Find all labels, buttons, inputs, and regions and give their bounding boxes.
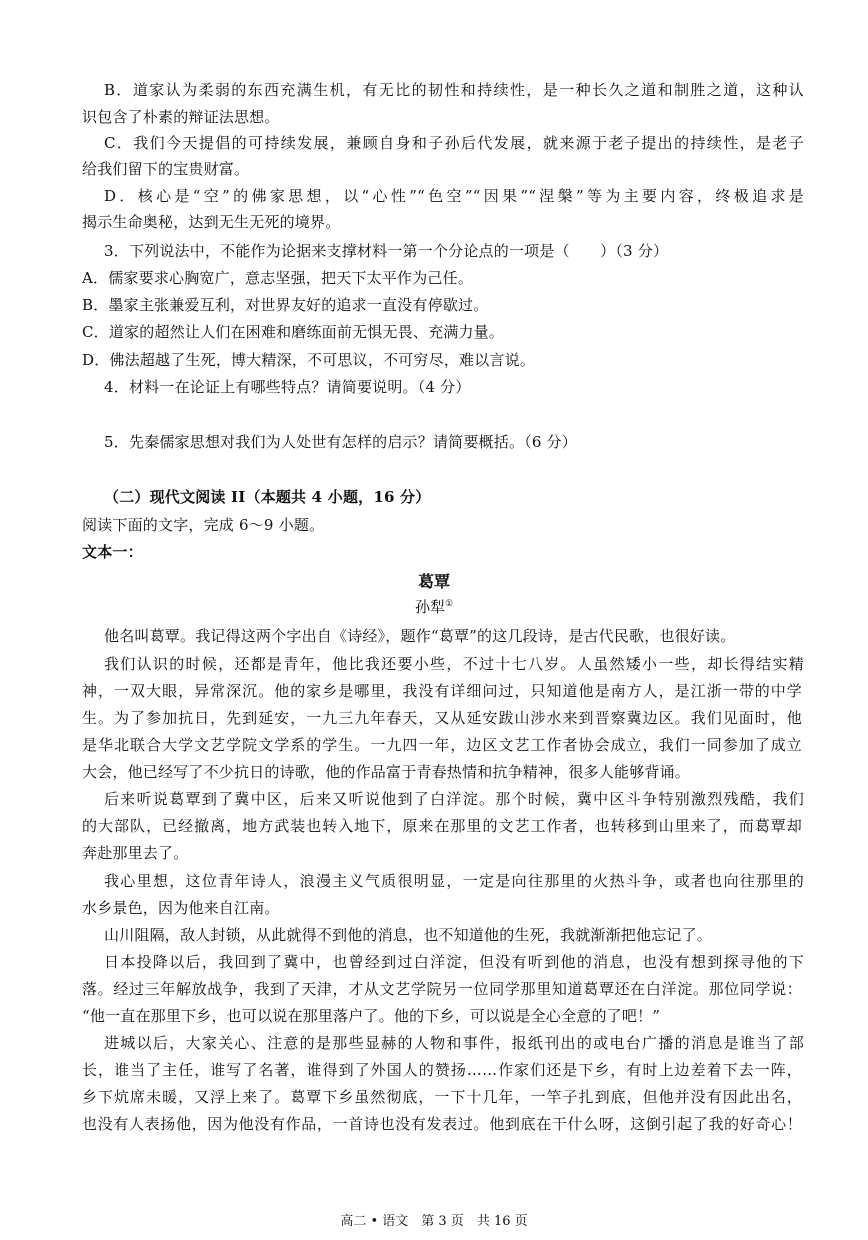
- paragraph-line: 日本投降以后，我回到了冀中，也曾经到过白洋淀，但没有听到他的消息，也没有想到探寻他的下: [104, 953, 804, 971]
- q3-option-c: C．道家的超然让人们在困难和磨练面前无惧无畏、充满力量。: [82, 323, 505, 341]
- section-heading: （二）现代文阅读 II（本题共 4 小题，16 分）: [104, 488, 431, 506]
- paragraph-line: 生。为了参加抗日，先到延安，一九三九年春天，又从延安跋山涉水来到晋察冀边区。我们见面时，他: [82, 709, 802, 727]
- paragraph-line: 长，谁当了主任，谁写了名著，谁得到了外国人的赞扬……作家们还是下乡，有时上边差着下去一阵，: [82, 1061, 802, 1079]
- paragraph-line: 后来听说葛覃到了冀中区，后来又听说他到了白洋淀。那个时候，冀中区斗争特别激烈残酷，我们: [104, 790, 804, 808]
- paragraph-line: 神，一双大眼，异常深沉。他的家乡是哪里，我没有详细问过，只知道他是南方人，是江浙一带的中学: [82, 682, 802, 700]
- article-author: [0, 596, 868, 617]
- paragraph-line: 进城以后，大家关心、注意的是那些显赫的人物和事件，报纸刊出的或电台广播的消息是谁当了部: [104, 1034, 804, 1052]
- q3-option-d: D．佛法超越了生死，博大精深，不可思议，不可穷尽，难以言说。: [82, 351, 536, 369]
- paragraph-line: 落。经过三年解放战争，我到了天津，才从文艺学院另一位同学那里知道葛覃还在白洋淀。那位同学说：: [82, 980, 802, 998]
- question-3: 3．下列说法中，不能作为论据来支撑材料一第一个分论点的一项是（ ）（3 分）: [104, 242, 669, 260]
- paragraph-line: 我们认识的时候，还都是青年，他比我还要小些，不过十七八岁。人虽然矮小一些，却长得结实精: [104, 655, 804, 673]
- option-b-line2: 识包含了朴素的辩证法思想。: [82, 108, 280, 126]
- paragraph-line: 山川阻隔，敌人封锁，从此就得不到他的消息，也不知道他的生死，我就渐渐把他忘记了。: [104, 926, 713, 944]
- reading-instruction: 阅读下面的文字，完成 6～9 小题。: [82, 516, 325, 534]
- article-title: 葛覃: [417, 572, 450, 591]
- paragraph-line: 是华北联合大学文艺学院文学系的学生。一九四一年，边区文艺工作者协会成立，我们一同参加了成立: [82, 736, 802, 754]
- paragraph-line: 大会，他已经写了不少抗日的诗歌，他的作品富于青春热情和抗争精神，很多人能够背诵。: [82, 763, 691, 781]
- option-d-line2: 揭示生命奥秘，达到无生无死的境界。: [82, 213, 341, 231]
- paragraph-line: 奔赴那里去了。: [82, 844, 189, 862]
- paragraph-line: 我心里想，这位青年诗人，浪漫主义气质很明显，一定是向往那里的火热斗争，或者也向往那里的: [104, 872, 804, 890]
- question-5: 5．先秦儒家思想对我们为人处世有怎样的启示？请简要概括。（6 分）: [104, 433, 577, 451]
- paragraph-line: “他一直在那里下乡，也可以说在那里落户了。他的下乡，可以说是全心全意的了吧！”: [82, 1007, 661, 1025]
- paragraph-line: 他名叫葛覃。我记得这两个字出自《诗经》，题作“葛覃”的这几段诗，是古代民歌，也很好读。: [104, 627, 736, 645]
- footnote-marker: ①: [444, 599, 454, 609]
- paragraph-line: 乡下炕席未暖，又浮上来了。葛覃下乡虽然彻底，一下十几年，一竿子扎到底，但他并没有因此出名，: [82, 1088, 802, 1106]
- paragraph-line: 的大部队，已经撤离，地方武装也转入地下，原来在那里的文艺工作者，也转移到山里来了，而葛覃却: [82, 817, 802, 835]
- text-label: 文本一：: [82, 543, 143, 561]
- paragraph-line: 也没有人表扬他，因为他没有作品，一首诗也没有发表过。他到底在干什么呀，这倒引起了我的好奇心！: [82, 1115, 802, 1133]
- author-name: 孙犁: [414, 598, 445, 616]
- option-d-line1: D．核心是“空”的佛家思想，以“心性”“色空”“因果”“涅槃”等为主要内容，终极追求是: [104, 187, 804, 205]
- q3-option-b: B．墨家主张兼爱互利，对世界友好的追求一直没有停歇过。: [82, 296, 489, 314]
- option-b-line1: B．道家认为柔弱的东西充满生机，有无比的韧性和持续性，是一种长久之道和制胜之道，这种认: [104, 81, 804, 99]
- q3-option-a: A．儒家要求心胸宽广，意志坚强，把天下太平作为己任。: [82, 269, 474, 287]
- option-c-line2: 给我们留下的宝贵财富。: [82, 160, 250, 178]
- option-c-line1: C．我们今天提倡的可持续发展，兼顾自身和子孙后代发展，就来源于老子提出的持续性，是老子: [104, 134, 804, 152]
- question-4: 4．材料一在论证上有哪些特点？请简要说明。（4 分）: [104, 378, 471, 396]
- paragraph-line: 水乡景色，因为他来自江南。: [82, 899, 280, 917]
- page-footer: 高二 • 语文 第 3 页 共 16 页: [340, 1214, 528, 1229]
